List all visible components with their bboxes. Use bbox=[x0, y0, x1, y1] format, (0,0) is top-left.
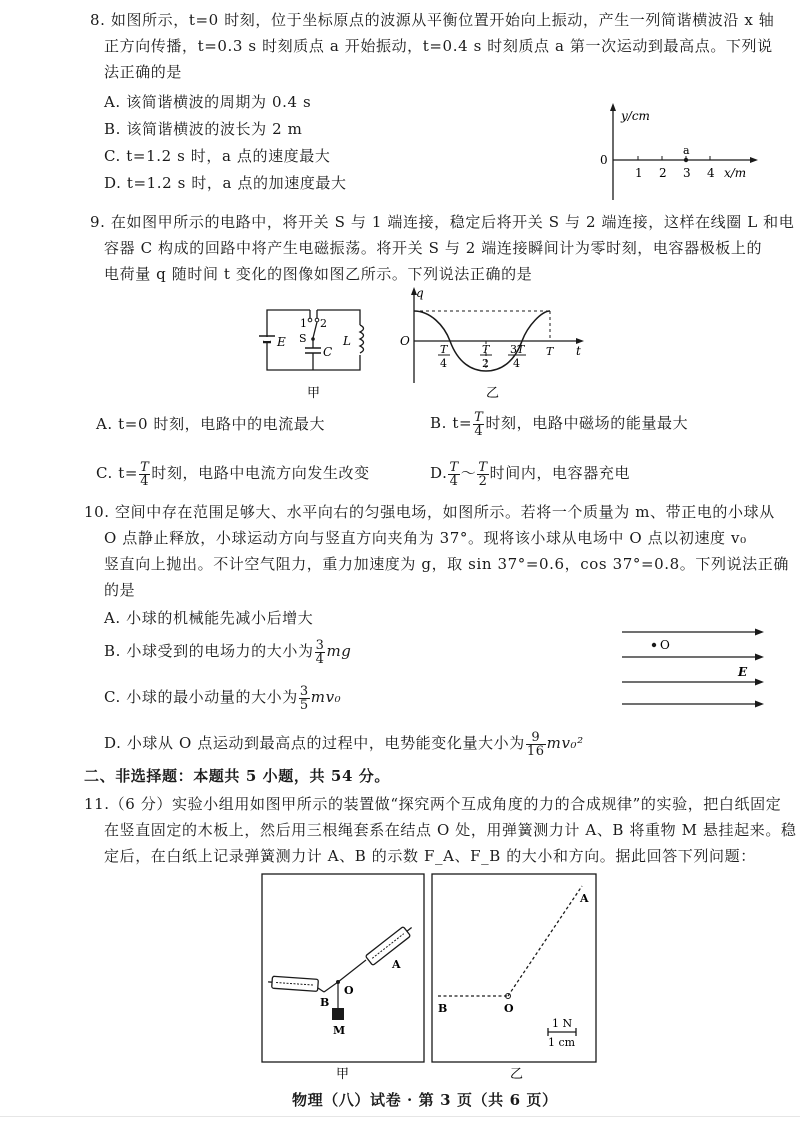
q9-tick-T-quarter-den: 4 bbox=[440, 357, 447, 370]
q10-option-b-den: 4 bbox=[315, 651, 325, 667]
q9-option-b bbox=[430, 408, 688, 438]
q9-terminal-2: 2 bbox=[320, 317, 327, 330]
q9-caption-yi: 乙 bbox=[486, 386, 500, 401]
q11-yi-label-O: O bbox=[504, 1002, 514, 1015]
q9-tick-T-half-num: T bbox=[482, 343, 490, 356]
q9-option-d-frac2 bbox=[477, 461, 488, 488]
q11-figure-jia bbox=[258, 872, 428, 1082]
q11-line2: 在竖直固定的木板上，然后用三根绳套系在结点 O 处，用弹簧测力计 A、B 将重物 M 悬挂起来。稳 bbox=[104, 821, 797, 839]
q9-xlabel: t bbox=[576, 344, 581, 358]
q8-option-c: C. t=1.2 s 时，a 点的速度最大 bbox=[104, 147, 331, 165]
q10-option-b-prefix: B. 小球受到的电场力的大小为 bbox=[104, 642, 314, 660]
q11-jia-label-B: B bbox=[320, 996, 330, 1009]
q10-option-c-num: 3 bbox=[299, 683, 309, 699]
q11-line3: 定后，在白纸上记录弹簧测力计 A、B 的示数 F_A、F_B 的大小和方向。据此回答下列问题： bbox=[104, 847, 756, 865]
q10-option-d-fraction bbox=[526, 731, 546, 758]
q9-option-c-suffix: 时刻，电路中电流方向发生改变 bbox=[151, 464, 370, 482]
q8-option-a: A. 该简谐横波的周期为 0.4 s bbox=[104, 93, 312, 111]
q9-option-d bbox=[430, 458, 630, 488]
q9-terminal-1: 1 bbox=[300, 317, 307, 330]
q10-option-b bbox=[104, 636, 351, 666]
q9-line3: 电荷量 q 随时间 t 变化的图像如图乙所示。下列说法正确的是 bbox=[104, 265, 533, 283]
q9-line2: 容器 C 构成的回路中将产生电磁振荡。将开关 S 与 2 端连接瞬间计为零时刻，电容器极板上的 bbox=[104, 239, 763, 257]
q11-caption-yi: 乙 bbox=[510, 1067, 524, 1082]
q8-origin: 0 bbox=[600, 153, 608, 167]
q9-circuit-diagram bbox=[255, 290, 375, 405]
q8-line2: 正方向传播，t=0.3 s 时刻质点 a 开始振动，t=0.4 s 时刻质点 a 第一次运动到最高点。下列说 bbox=[104, 37, 773, 55]
q10-option-d-den: 16 bbox=[526, 743, 545, 759]
q9-option-c-num: T bbox=[140, 459, 150, 475]
q9-label-C: C bbox=[323, 345, 333, 359]
q9-option-d-tilde: ～ bbox=[460, 464, 477, 482]
q11-scale-top: 1 N bbox=[552, 1017, 573, 1030]
q10-field-diagram bbox=[618, 624, 768, 710]
q9-option-b-prefix: B. t= bbox=[430, 414, 473, 432]
q9-line1: 9. 在如图甲所示的电路中，将开关 S 与 1 端连接，稳定后将开关 S 与 2 端连接，这样在线圈 L 和电 bbox=[90, 213, 795, 231]
q9-option-c-prefix: C. t= bbox=[96, 464, 139, 482]
q10-line2: O 点静止释放，小球运动方向与竖直方向夹角为 37°。现将该小球从电场中 O 点以初速度 v₀ bbox=[104, 529, 747, 547]
q9-option-b-den: 4 bbox=[474, 423, 484, 439]
q8-option-b: B. 该简谐横波的波长为 2 m bbox=[104, 120, 303, 138]
page-footer: 物理（八）试卷 · 第 3 页（共 6 页） bbox=[292, 1091, 558, 1109]
q10-option-c bbox=[104, 682, 341, 712]
q11-scale-bottom: 1 cm bbox=[548, 1036, 576, 1049]
q8-tick-2: 2 bbox=[659, 166, 667, 180]
q11-figure-yi bbox=[430, 872, 600, 1082]
q10-option-b-suffix: mg bbox=[326, 642, 352, 660]
q10-option-c-den: 5 bbox=[299, 697, 309, 713]
q9-option-d-frac2-num: T bbox=[478, 459, 488, 475]
q8-xlabel: x/m bbox=[724, 166, 747, 180]
q8-option-d: D. t=1.2 s 时，a 点的加速度最大 bbox=[104, 174, 347, 192]
page-bottom-divider bbox=[0, 1116, 800, 1117]
q11-jia-label-A: A bbox=[392, 958, 401, 971]
q9-label-E: E bbox=[277, 335, 286, 349]
q10-point-O: O bbox=[660, 638, 670, 652]
q9-option-d-suffix: 时间内，电容器充电 bbox=[489, 464, 631, 482]
q11-jia-label-O: O bbox=[344, 984, 354, 997]
q11-jia-label-M: M bbox=[333, 1024, 346, 1037]
q9-option-b-fraction bbox=[473, 411, 484, 438]
q8-tick-4: 4 bbox=[707, 166, 715, 180]
q10-label-E: E bbox=[738, 665, 748, 679]
q10-option-a: A. 小球的机械能先减小后增大 bbox=[104, 609, 314, 627]
q9-origin: O bbox=[400, 334, 410, 348]
q8-line1: 8. 如图所示，t=0 时刻，位于坐标原点的波源从平衡位置开始向上振动，产生一列简谐横波沿 x 轴 bbox=[90, 11, 775, 29]
q9-tick-T: T bbox=[546, 345, 554, 358]
q9-label-L: L bbox=[343, 334, 351, 348]
q11-yi-label-B: B bbox=[438, 1002, 448, 1015]
q9-option-c-fraction bbox=[139, 461, 150, 488]
q9-charge-time-graph bbox=[400, 283, 590, 405]
q8-tick-3: 3 bbox=[683, 166, 691, 180]
q9-tick-T-quarter-num: T bbox=[440, 343, 448, 356]
q9-tick-3T-den: 4 bbox=[513, 357, 520, 370]
q10-option-d-num: 9 bbox=[526, 731, 546, 745]
section-2-heading: 二、非选择题：本题共 5 小题，共 54 分。 bbox=[84, 767, 391, 785]
q9-option-d-frac2-den: 2 bbox=[478, 473, 488, 489]
q9-option-a: A. t=0 时刻，电路中的电流最大 bbox=[96, 415, 326, 433]
q8-ylabel: y/cm bbox=[621, 109, 650, 123]
q9-ylabel: q bbox=[416, 286, 424, 300]
q10-option-c-suffix: mv₀ bbox=[310, 688, 342, 706]
q10-option-b-num: 3 bbox=[315, 637, 325, 653]
q9-option-c bbox=[96, 458, 370, 488]
q8-tick-1: 1 bbox=[635, 166, 643, 180]
q10-option-b-fraction bbox=[315, 639, 326, 666]
q9-option-d-frac1-den: 4 bbox=[449, 473, 459, 489]
q10-option-d-suffix: mv₀² bbox=[546, 734, 584, 752]
q8-point-a: a bbox=[683, 144, 690, 157]
q9-option-d-frac1 bbox=[448, 461, 459, 488]
q11-line1: 11.（6 分）实验小组用如图甲所示的装置做“探究两个互成角度的力的合成规律”的实验，把白纸固定 bbox=[84, 795, 782, 813]
q9-tick-T-half-den: 2 bbox=[482, 357, 489, 370]
q10-option-c-prefix: C. 小球的最小动量的大小为 bbox=[104, 688, 298, 706]
q8-line3: 法正确的是 bbox=[104, 63, 183, 81]
q11-yi-label-A: A bbox=[580, 892, 589, 905]
q9-label-S: S bbox=[299, 332, 307, 345]
q9-tick-3T-num-T: T bbox=[517, 343, 525, 356]
q10-option-d-prefix: D. 小球从 O 点运动到最高点的过程中，电势能变化量大小为 bbox=[104, 734, 525, 752]
q9-option-c-den: 4 bbox=[140, 473, 150, 489]
q9-option-d-prefix: D. bbox=[430, 464, 448, 482]
q11-caption-jia: 甲 bbox=[336, 1067, 350, 1082]
q9-tick-3T-num-3: 3 bbox=[510, 343, 517, 356]
q9-option-b-num: T bbox=[474, 409, 484, 425]
q9-option-d-frac1-num: T bbox=[449, 459, 459, 475]
q9-option-b-suffix: 时刻，电路中磁场的能量最大 bbox=[485, 414, 689, 432]
q9-caption-jia: 甲 bbox=[307, 386, 321, 401]
q10-line3: 竖直向上抛出。不计空气阻力，重力加速度为 g，取 sin 37°=0.6，cos 37°=0.8。下列说法正确 bbox=[104, 555, 789, 573]
q10-option-d bbox=[104, 728, 584, 758]
q10-line1: 10. 空间中存在范围足够大、水平向右的匀强电场，如图所示。若将一个质量为 m、带正电的小球从 bbox=[84, 503, 775, 521]
q10-line4: 的是 bbox=[104, 581, 136, 599]
q10-option-c-fraction bbox=[299, 685, 310, 712]
q8-wave-graph bbox=[595, 100, 760, 205]
